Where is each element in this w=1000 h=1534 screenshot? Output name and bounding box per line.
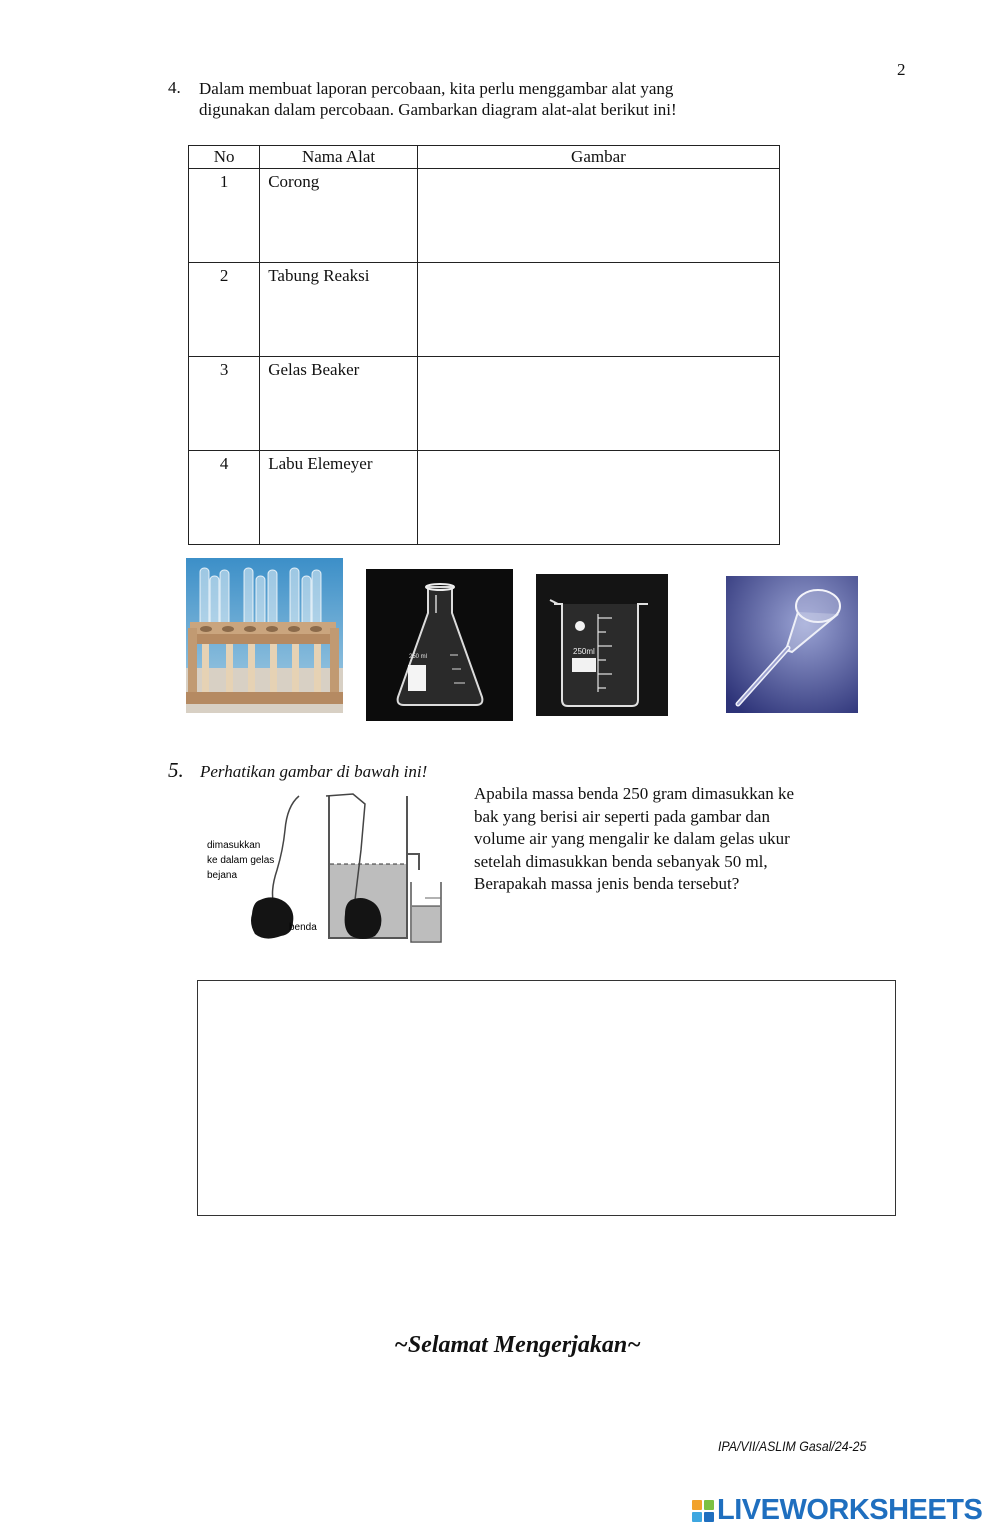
header-gambar: Gambar (417, 146, 779, 169)
diagram-label-line-3: bejana (207, 870, 238, 881)
question-4-text (199, 78, 799, 120)
page-number: 2 (897, 60, 906, 79)
erlenmeyer-flask-photo[interactable] (366, 569, 513, 721)
paragraph-line: Berapakah massa jenis benda tersebut? (474, 874, 740, 893)
table-row (189, 169, 780, 263)
table-row (189, 357, 780, 451)
diagram-label-line-1: dimasukkan (207, 840, 261, 851)
table-row (189, 263, 780, 357)
liveworksheets-brand[interactable] (692, 1494, 982, 1527)
object-outside-icon (251, 897, 293, 938)
logo-tile (704, 1500, 714, 1510)
question-5-instruction: Perhatikan gambar di bawah ini! (200, 762, 428, 781)
diagram-label-line-2: ke dalam gelas (207, 855, 275, 866)
tools-table (188, 145, 780, 545)
logo-tile (692, 1512, 702, 1522)
drop-zone-corong[interactable] (417, 169, 779, 263)
flask-volume-marking: 250 ml (409, 654, 428, 660)
question-4-number: 4. (168, 78, 181, 97)
drop-zone-tabung-reaksi[interactable] (417, 263, 779, 357)
question-5-number: 5. (168, 758, 184, 782)
row-number: 2 (189, 263, 260, 357)
paragraph-line: volume air yang mengalir ke dalam gelas ukur (474, 829, 790, 848)
funnel-photo[interactable] (726, 576, 858, 713)
logo-tile (692, 1500, 702, 1510)
brand-text: LIVEWORKSHEETS (717, 1494, 983, 1526)
beaker-photo[interactable] (536, 574, 668, 716)
displacement-diagram (205, 790, 455, 950)
paragraph-line: setelah dimasukkan benda sebanyak 50 ml, (474, 851, 768, 871)
closing-message: ~Selamat Mengerjakan~ (394, 1332, 641, 1358)
tool-name: Gelas Beaker (260, 357, 418, 451)
header-no: No (189, 146, 260, 169)
answer-box[interactable] (197, 980, 896, 1216)
diagram-label-object: benda (289, 922, 317, 933)
question-4-line-1: Dalam membuat laporan percobaan, kita perlu menggambar alat yang (199, 79, 674, 98)
beaker-volume-marking: 250ml (573, 647, 595, 656)
tool-name: Labu Elemeyer (260, 451, 418, 545)
footer-code: IPA/VII/ASLIM Gasal/24-25 (718, 1438, 867, 1454)
row-number: 4 (189, 451, 260, 545)
row-number: 3 (189, 357, 260, 451)
question-4-line-2: digunakan dalam percobaan. Gambarkan diagram alat-alat berikut ini! (199, 100, 677, 119)
question-5-paragraph (474, 783, 859, 896)
liveworksheets-logo-icon (692, 1500, 714, 1522)
header-nama-alat: Nama Alat (260, 146, 418, 169)
test-tube-rack-photo[interactable] (186, 558, 343, 713)
tool-name: Corong (260, 169, 418, 263)
tool-name: Tabung Reaksi (260, 263, 418, 357)
paragraph-line: bak yang berisi air seperti pada gambar dan (474, 806, 770, 826)
drop-zone-labu-elemeyer[interactable] (417, 451, 779, 545)
row-number: 1 (189, 169, 260, 263)
drop-zone-gelas-beaker[interactable] (417, 357, 779, 451)
paragraph-line: Apabila massa benda 250 gram dimasukkan ke (474, 784, 795, 803)
table-row (189, 451, 780, 545)
logo-tile (704, 1512, 714, 1522)
